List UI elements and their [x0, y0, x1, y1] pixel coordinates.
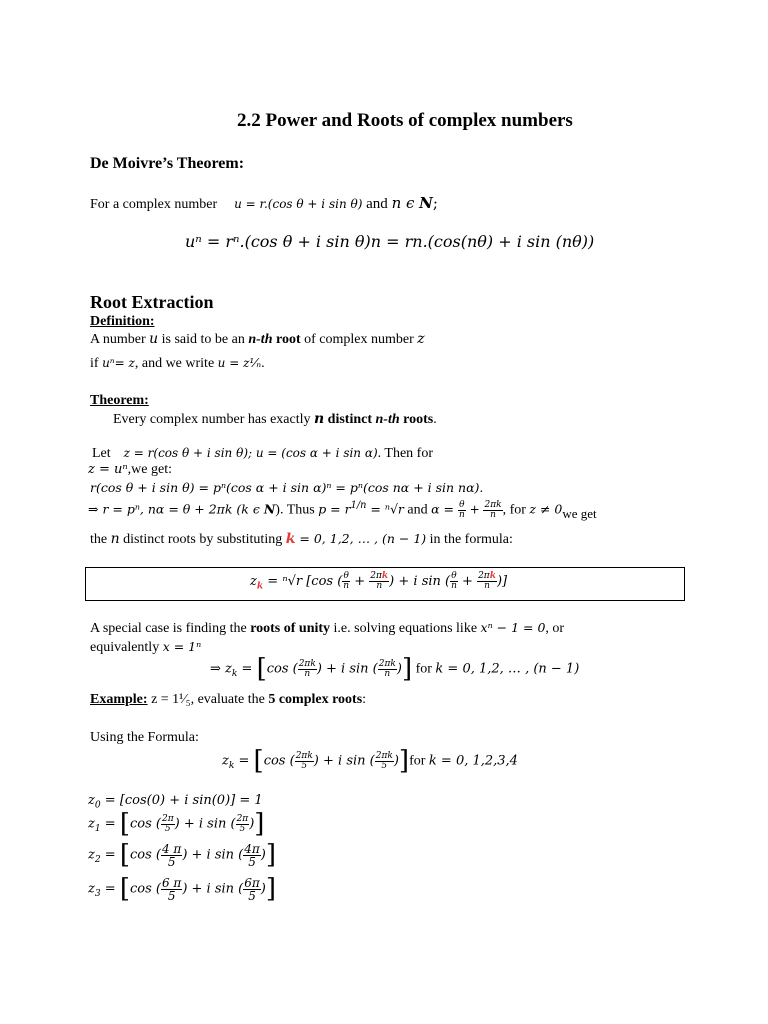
eq5-formula: in the formula:: [426, 532, 513, 547]
eq4-for: , for: [502, 502, 530, 518]
def2-eq: uⁿ= z: [102, 356, 135, 370]
equation-4: ⇒ r = pⁿ, nα = θ + 2πk (k ϵ N). Thus $p = r^{1/n} = ^n√r$ and α = $\frac{\theta}{n}$ + $\frac{2\pi k}{n}$ , for z ≠ 0we get: [88, 499, 597, 521]
def2-end: .: [261, 356, 265, 371]
eq4-and: and: [403, 502, 432, 518]
let-text: Let: [92, 446, 111, 461]
theorem-end: .: [433, 412, 437, 427]
equation-3: r(cos θ + i sin θ) = pⁿ(cos α + i sin α)ⁿ = pⁿ(cos nα + i sin nα).: [90, 480, 484, 495]
eq5-the: the: [90, 532, 111, 547]
eq4-p: p = r: [318, 501, 351, 517]
semicolon: ;: [432, 194, 438, 212]
eq4-alpha: α =: [431, 501, 458, 517]
eq4-thus: ). Thus: [275, 502, 319, 518]
demoivre-intro-line: [90, 194, 438, 213]
eq4-a: ⇒ r = pⁿ, nα = θ + 2πk (k ϵ: [88, 501, 264, 517]
def-u: u: [149, 331, 159, 347]
u-definition: u = r.(cos θ + i sin θ): [234, 197, 363, 211]
eq5-n: n: [110, 531, 120, 547]
root-z0: $z_0 = [\cos(0) + i$ sin(0)] = 1: [88, 793, 263, 811]
eq4-zneq: z ≠ 0: [529, 501, 563, 517]
page-title: 2.2 Power and Roots of complex numbers: [237, 110, 573, 131]
let-line: [92, 446, 433, 462]
eq5-k: k: [285, 531, 296, 547]
natural-set: N: [419, 194, 433, 212]
we-get: ,we get:: [127, 462, 172, 477]
eq5-vals: = 0, 1,2, … , (n − 1): [295, 531, 427, 546]
def2-eq2: u = z¹⁄ₙ: [217, 356, 262, 370]
eq4-root: = ⁿ√r: [366, 501, 404, 517]
eq4-weget: we get: [562, 505, 597, 521]
demoivre-intro: For a complex number: [90, 197, 218, 212]
def-root: root: [272, 332, 301, 347]
z-eq-un-line: [88, 462, 172, 478]
definition-line-1: [90, 331, 425, 348]
def-text-a: A number: [90, 332, 150, 347]
theorem-label: Theorem:: [90, 393, 149, 408]
theorem-nth: n-th: [375, 412, 400, 427]
def-z: z: [417, 331, 425, 347]
root-z2: $z_2 = [\cos$ ( $\frac{4 \pi}{5}$ ) + i sin ( $\frac{4\pi}{5}$ )]: [88, 840, 277, 870]
theorem-distinct: distinct: [324, 412, 376, 427]
root-z1: $z_1 = [\cos$ ( $\frac{2\pi}{5}$ ) + i sin ( $\frac{2\pi}{5}$ )]: [88, 809, 265, 839]
equation-5: [90, 531, 513, 548]
roots-of-unity-line-1: A special case is finding the roots of unity i.e. solving equations like xⁿ − 1 = 0, or: [90, 620, 565, 636]
let-eq: z = r(cos θ + i sin θ); u = (cos α + i sin α): [123, 446, 378, 460]
root-extraction-heading: Root Extraction: [90, 292, 214, 312]
example-label: Example:: [90, 692, 148, 707]
theorem-statement: [113, 411, 437, 428]
demoivre-formula: uⁿ = rⁿ.(cos θ + i sin θ)n = rn.(cos(nθ) + i sin (nθ)): [185, 232, 595, 251]
example-line: Example: z = 1¹⁄₅, evaluate the 5 complex roots:: [90, 692, 367, 707]
theorem-n: n: [313, 411, 325, 427]
def2-text: , and we write: [134, 356, 218, 371]
eq4-exp: 1/n: [350, 500, 367, 511]
theta-over-n: $\frac{\theta}{n}$: [458, 499, 465, 520]
eq4-N: N: [263, 501, 276, 517]
2pik-over-n: $\frac{2\pi k}{n}$: [484, 499, 502, 520]
def2-if: if: [90, 356, 103, 371]
theorem-roots: roots: [399, 412, 434, 427]
def-nth: n-th: [248, 332, 273, 347]
example-formula: $z_k = [\cos$ ( $\frac{2\pi k}{5}$ ) + i sin ( $\frac{2\pi k}{5}$ )]for k = 0, 1,2,3,4: [222, 746, 518, 776]
eq5-text: distinct roots by substituting: [119, 532, 286, 547]
z-eq-un: z = uⁿ: [88, 462, 128, 477]
boxed-root-formula: $z_k = ^n√r$ [cos ( $\frac{\theta}{n}$ + $\frac{2\pi k}{n}$ ) + i sin ( $\frac{\theta}{n}$ + $\frac{2\pi k}{n}$ )]: [250, 571, 508, 592]
definition-line-2: [90, 356, 265, 372]
demoivre-heading: De Moivre’s Theorem:: [90, 155, 245, 172]
roots-of-unity-formula: ⇒ $z_k = [\cos$ ( $\frac{2\pi k}{n}$ ) + i sin ( $\frac{2\pi k}{n}$ )] for k = 0, 1,2, … , (n − 1): [210, 654, 580, 684]
def-text-c: of complex number: [300, 332, 418, 347]
roots-of-unity-line-2: equivalently x = 1ⁿ: [90, 639, 202, 655]
def-text-b: is said to be an: [158, 332, 249, 347]
root-z3: $z_3 = [\cos$ ( $\frac{6 \pi}{5}$ ) + i sin ( $\frac{6\pi}{5}$ )]: [88, 874, 277, 904]
and-text: and: [362, 196, 392, 212]
definition-label: Definition:: [90, 314, 155, 329]
let-then: . Then for: [377, 446, 433, 461]
using-formula: Using the Formula:: [90, 730, 199, 745]
theorem-text-a: Every complex number has exactly: [113, 412, 314, 427]
n-in: n ϵ: [391, 194, 420, 212]
